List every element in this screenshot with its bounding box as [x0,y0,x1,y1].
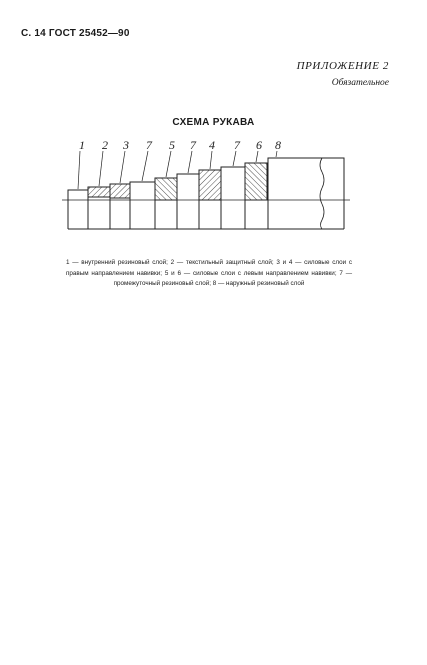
layer-3-hatch [110,184,130,198]
layer-4-hatch [199,170,221,200]
appendix-status: Обязательное [331,78,389,88]
layer-label: 3 [123,138,129,152]
layer-label: 7 [146,138,152,152]
layer-label: 8 [275,138,281,152]
layer-7a-rect [130,182,155,229]
layer-1-rect [68,190,88,229]
page-header: С. 14 ГОСТ 25452—90 [21,28,130,39]
layer-7b-rect [177,174,199,229]
layer-5-hatch [155,178,177,200]
layer-8-rect [268,158,344,229]
layer-label: 4 [209,138,215,152]
appendix-title: ПРИЛОЖЕНИЕ 2 [296,60,389,72]
layer-label: 6 [256,138,262,152]
layer-label: 5 [169,138,175,152]
layer-label: 2 [102,138,108,152]
layer-2-hatch [88,187,110,197]
layer-label: 7 [190,138,196,152]
layer-label: 1 [79,138,85,152]
layer-7c-rect [221,167,245,229]
layer-label: 7 [234,138,240,152]
layer-6-hatch [245,163,267,200]
figure-caption: 1 — внутренний резиновый слой; 2 — текстильный защитный слой; 3 и 4 — силовые слои с правым направлением навивки; 5 и 6 — силовые слои с левым направлением навивки; 7 — промежуточный резиновый слой; 8 — наружный резиновый слой [66,259,352,287]
figure-title: СХЕМА РУКАВА [172,117,255,128]
hose-layers [62,158,350,229]
